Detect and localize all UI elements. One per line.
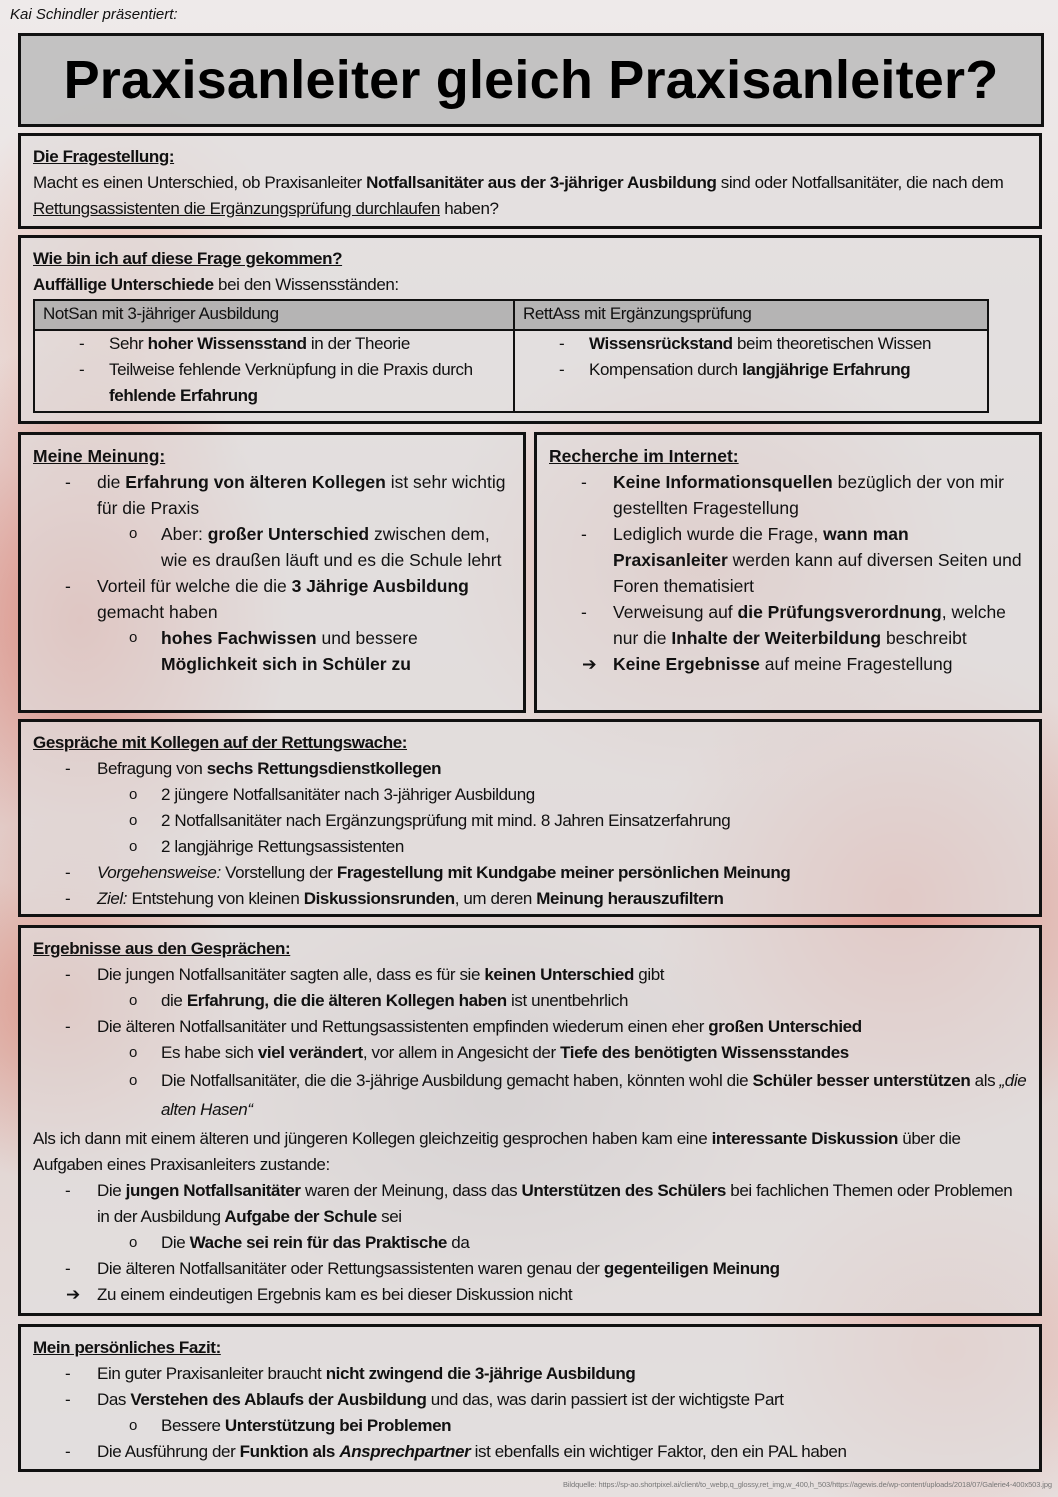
text-run: ist unentbehrlich xyxy=(506,991,629,1010)
text-run: gegenteiligen Meinung xyxy=(603,1259,780,1278)
text-run: bei den Wissensständen: xyxy=(213,275,399,294)
list-marker: - xyxy=(65,863,71,882)
text-run: sei xyxy=(376,1207,402,1226)
comparison-table xyxy=(33,299,989,413)
text-run: waren der Meinung, dass das xyxy=(300,1181,522,1200)
title-box xyxy=(18,33,1044,127)
text-run: Die Notfallsanitäter, die die 3-jährige Ausbildung gemacht haben, könnten wohl die xyxy=(161,1071,753,1090)
section-heading: Wie bin ich auf diese Frage gekommen? xyxy=(33,249,343,268)
list-item xyxy=(33,1066,1027,1124)
section-heading: Meine Meinung: xyxy=(33,446,166,466)
list-item xyxy=(33,756,1027,782)
text-run: ist sehr wichtig für die Praxis xyxy=(97,472,506,518)
text-run: Sehr xyxy=(109,334,148,353)
list-marker: - xyxy=(65,1017,71,1036)
list-item xyxy=(523,357,979,383)
text-run: und das, was darin passiert ist der wichtigste Part xyxy=(426,1390,784,1409)
list-item xyxy=(33,834,1027,860)
list-marker: - xyxy=(581,524,587,544)
text-run: gemacht haben xyxy=(97,602,218,622)
text-run: die xyxy=(161,991,187,1010)
text-run: 2 jüngere Notfallsanitäter nach 3-jähriger Ausbildung xyxy=(161,785,535,804)
text-run: viel verändert xyxy=(257,1043,363,1062)
text-run: beschreibt xyxy=(881,628,967,648)
text-run: die Prüfungsverordnung xyxy=(737,602,942,622)
list-marker: - xyxy=(65,1442,71,1461)
text-run: Erfahrung, die die älteren Kollegen haben xyxy=(186,991,507,1010)
list-item xyxy=(43,331,505,357)
text-run: , vor allem in Angesicht der xyxy=(362,1043,561,1062)
text-run: Schüler besser unterstützen xyxy=(752,1071,971,1090)
question-text: Macht es einen Unterschied, ob Praxisanleiter Notfallsanitäter aus der 3-jähriger Ausbildung sind oder Notfallsanitäter, die nach dem Rettungsassistenten die Ergänzungsprüfung durchlaufen haben? xyxy=(33,173,1004,218)
list-marker: - xyxy=(581,602,587,622)
text-run: Wissensrückstand xyxy=(589,334,733,353)
intro-text xyxy=(33,272,1027,298)
text-run: wann man Praxisanleiter xyxy=(613,524,909,570)
text-run: Zu einem eindeutigen Ergebnis kam es bei dieser Diskussion nicht xyxy=(97,1285,573,1304)
text-run: interessante Diskussion xyxy=(711,1129,898,1148)
page-title: Praxisanleiter gleich Praxisanleiter? xyxy=(63,50,999,110)
list-item xyxy=(33,860,1027,886)
list-item xyxy=(33,1040,1027,1066)
text-run: Vorstellung der xyxy=(220,863,337,882)
text-run: werden kann auf diversen Seiten und Foren thematisiert xyxy=(613,550,1022,596)
text-run: keinen Unterschied xyxy=(484,965,634,984)
list-item xyxy=(33,886,1027,912)
text-run: Meinung herauszufiltern xyxy=(536,889,724,908)
text-run: Die jungen Notfallsanitäter sagten alle, dass es für sie xyxy=(97,965,485,984)
text-run: Funktion als xyxy=(239,1442,340,1461)
text-run: Aber: xyxy=(161,524,208,544)
text-run: Keine Ergebnisse xyxy=(613,654,760,674)
list-marker: - xyxy=(65,1364,71,1383)
text-run: auf meine Fragestellung xyxy=(759,654,953,674)
text-run: hohes Fachwissen xyxy=(161,628,317,648)
text-run: Es habe sich xyxy=(161,1043,258,1062)
list-item xyxy=(33,625,511,677)
text-run: über die Aufgaben eines Praxisanleiters zustande: xyxy=(33,1129,961,1174)
text-run: Die xyxy=(161,1233,190,1252)
list-marker: o xyxy=(129,1044,137,1061)
text-run: Auffällige Unterschiede xyxy=(33,275,214,294)
text-run: Tiefe des benötigten Wissensstandes xyxy=(560,1043,849,1062)
text-run: 2 langjährige Rettungsassistenten xyxy=(161,837,404,856)
list-marker: o xyxy=(129,992,137,1009)
list-item xyxy=(33,1413,1027,1439)
section-ergebnisse xyxy=(18,925,1042,1316)
text-run: Erfahrung von älteren Kollegen xyxy=(125,472,386,492)
list-item xyxy=(33,808,1027,834)
text-run: Verstehen des Ablaufs der Ausbildung xyxy=(130,1390,427,1409)
text-run: 2 Notfallsanitäter nach Ergänzungsprüfung mit mind. 8 Jahren Einsatzerfahrung xyxy=(161,811,731,830)
text-run: beim theoretischen Wissen xyxy=(732,334,932,353)
section-wie xyxy=(18,235,1042,424)
text-run: bezüglich der von mir gestellten Fragestellung xyxy=(613,472,1004,518)
list-marker: - xyxy=(65,1390,71,1409)
list-item xyxy=(33,1256,1027,1282)
list-marker: - xyxy=(559,334,565,353)
section-heading: Recherche im Internet: xyxy=(549,446,739,466)
text-run: 3 Jährige Ausbildung xyxy=(291,576,469,596)
text-run: Diskussionsrunden xyxy=(303,889,455,908)
text-run: großer Unterschied xyxy=(207,524,370,544)
text-run: Ziel: xyxy=(97,889,128,908)
list-marker: - xyxy=(65,1259,71,1278)
text-run: Befragung von xyxy=(97,759,207,778)
list-marker: o xyxy=(129,525,138,542)
list-item xyxy=(33,1230,1027,1256)
text-run: Als ich dann mit einem älteren und jüngeren Kollegen gleichzeitig gesprochen haben kam eine xyxy=(33,1129,712,1148)
text-run: Möglichkeit sich in Schüler zu xyxy=(161,654,411,674)
list-item xyxy=(33,1361,1027,1387)
text-run: als xyxy=(970,1071,1000,1090)
list-marker: - xyxy=(581,472,587,492)
text-run: fehlende Erfahrung xyxy=(109,386,258,405)
text-run: gibt xyxy=(633,965,665,984)
text-run: Wache sei rein für das Praktische xyxy=(189,1233,447,1252)
list-item xyxy=(549,599,1027,651)
text-run: „die alten Hasen“ xyxy=(161,1071,1027,1119)
text-run: die xyxy=(97,472,126,492)
conclusion-item xyxy=(33,1282,1027,1308)
text-run: sechs Rettungsdienstkollegen xyxy=(206,759,442,778)
list-item xyxy=(33,521,511,573)
table-cell xyxy=(514,330,988,412)
text-run: in der Theorie xyxy=(306,334,410,353)
list-marker: - xyxy=(79,360,85,379)
arrow-icon: ➔ xyxy=(582,654,597,674)
table-header: RettAss mit Ergänzungsprüfung xyxy=(514,300,988,330)
text-run: ist ebenfalls ein wichtiger Faktor, den ein PAL haben xyxy=(470,1442,847,1461)
list-item xyxy=(33,1014,1027,1040)
list-marker: o xyxy=(129,786,137,803)
list-item xyxy=(549,521,1027,599)
text-run: Teilweise fehlende Verknüpfung in die Praxis durch xyxy=(109,360,473,379)
section-heading: Mein persönliches Fazit: xyxy=(33,1338,221,1357)
list-marker: o xyxy=(129,629,138,646)
list-item xyxy=(33,988,1027,1014)
conclusion-item xyxy=(549,651,1027,677)
list-item xyxy=(43,357,505,409)
text-run: Lediglich wurde die Frage, xyxy=(613,524,824,544)
list-item xyxy=(33,1178,1027,1230)
list-marker: o xyxy=(129,1234,137,1251)
text-run: Keine Informationsquellen xyxy=(613,472,833,492)
text-run: Die älteren Notfallsanitäter oder Rettungsassistenten waren genau der xyxy=(97,1259,604,1278)
list-item xyxy=(33,782,1027,808)
text-run: langjährige Erfahrung xyxy=(742,360,911,379)
list-item xyxy=(33,573,511,625)
list-marker: o xyxy=(129,812,137,829)
list-item xyxy=(33,1387,1027,1413)
section-heading: Die Fragestellung: xyxy=(33,147,175,166)
section-heading: Gespräche mit Kollegen auf der Rettungswache: xyxy=(33,733,408,752)
presenter-line: Kai Schindler präsentiert: xyxy=(10,6,178,23)
list-item xyxy=(549,469,1027,521)
section-meinung xyxy=(18,432,526,713)
text-run: Unterstützung bei Problemen xyxy=(224,1416,452,1435)
text-run: da xyxy=(446,1233,470,1252)
text-run: Vorgehensweise: xyxy=(97,863,221,882)
section-recherche xyxy=(534,432,1042,713)
list-marker: - xyxy=(65,965,71,984)
list-item xyxy=(33,962,1027,988)
list-marker: - xyxy=(65,472,71,492)
section-fragestellung xyxy=(18,133,1042,229)
arrow-icon: ➔ xyxy=(66,1285,80,1304)
text-run: zwischen dem, wie es draußen läuft und es die Schule lehrt xyxy=(161,524,502,570)
text-run: jungen Notfallsanitäter xyxy=(125,1181,301,1200)
list-marker: o xyxy=(129,838,137,855)
text-run: Entstehung von kleinen xyxy=(127,889,304,908)
section-gespraeche xyxy=(18,719,1042,917)
table-header: NotSan mit 3-jähriger Ausbildung xyxy=(34,300,514,330)
text-run: Das xyxy=(97,1390,131,1409)
text-run: Aufgabe der Schule xyxy=(220,1207,377,1226)
text-run: und bessere xyxy=(316,628,418,648)
list-marker: - xyxy=(65,576,71,596)
list-item xyxy=(33,1439,1027,1465)
image-source-credit: Bildquelle: https://sp-ao.shortpixel.ai/client/to_webp,q_glossy,ret_img,w_400,h_503/https://agewis.de/wp-content/uploads/2018/07/Galerie4-400x503.jpg xyxy=(562,1480,1052,1489)
text-run: Kompensation durch xyxy=(589,360,743,379)
text-run: Fragestellung mit Kundgabe meiner persönlichen Meinung xyxy=(336,863,791,882)
text-run: Unterstützen des Schülers xyxy=(521,1181,726,1200)
list-item xyxy=(33,469,511,521)
text-run: , welche nur die xyxy=(613,602,1006,648)
text-run: Bessere xyxy=(161,1416,225,1435)
discussion-paragraph xyxy=(33,1126,1027,1178)
text-run: Vorteil für welche die die xyxy=(97,576,292,596)
text-run: Verweisung auf xyxy=(613,602,738,622)
text-run: Die Ausführung der xyxy=(97,1442,240,1461)
text-run: Inhalte der Weiterbildung xyxy=(671,628,882,648)
text-run: , um deren xyxy=(454,889,537,908)
text-run: hoher Wissensstand xyxy=(147,334,307,353)
list-marker: o xyxy=(129,1072,137,1089)
list-marker: - xyxy=(79,334,85,353)
text-run: großen Unterschied xyxy=(708,1017,862,1036)
section-fazit xyxy=(18,1324,1042,1472)
list-marker: - xyxy=(559,360,565,379)
list-marker: o xyxy=(129,1417,137,1434)
text-run: Die xyxy=(97,1181,126,1200)
table-cell xyxy=(34,330,514,412)
list-item xyxy=(523,331,979,357)
text-run: nicht zwingend die 3-jährige Ausbildung xyxy=(325,1364,636,1383)
list-marker: - xyxy=(65,759,71,778)
section-heading: Ergebnisse aus den Gesprächen: xyxy=(33,939,291,958)
text-run: bei fachlichen Themen oder Problemen in der Ausbildung xyxy=(97,1181,1013,1226)
text-run: Die älteren Notfallsanitäter und Rettungsassistenten empfinden wiederum einen eher xyxy=(97,1017,709,1036)
list-marker: - xyxy=(65,1181,71,1200)
text-run: Ansprechpartner xyxy=(339,1442,471,1461)
list-marker: - xyxy=(65,889,71,908)
text-run: Ein guter Praxisanleiter braucht xyxy=(97,1364,326,1383)
